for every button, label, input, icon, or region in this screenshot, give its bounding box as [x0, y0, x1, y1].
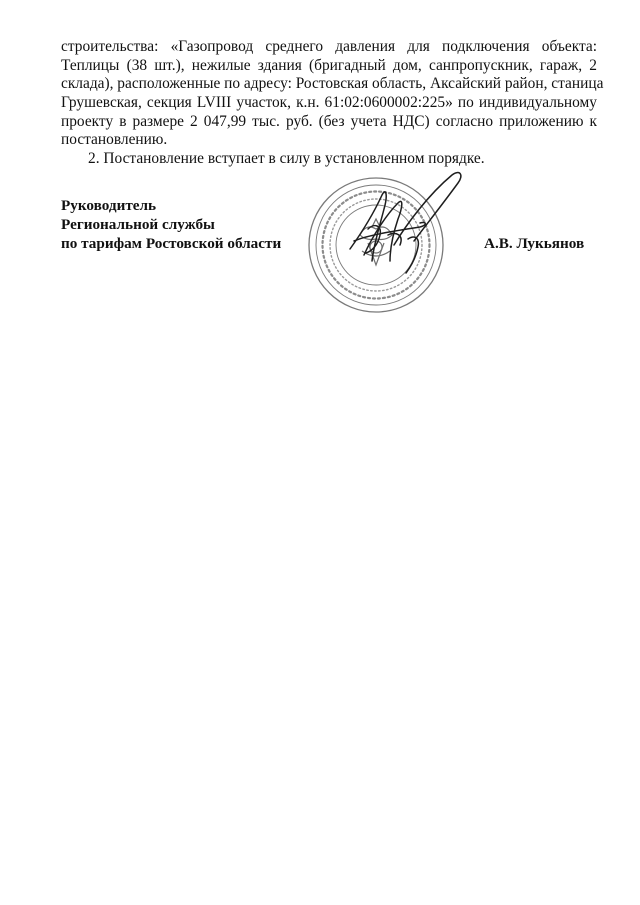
signatory-title-line: по тарифам Ростовской области: [61, 235, 282, 252]
paragraph-line: Грушевская, секция LVIII участок, к.н. 61:02:0600002:225» по индивидуальному: [61, 94, 597, 112]
signatory-name: А.В. Лукьянов: [484, 235, 585, 252]
body-text: [61, 38, 604, 169]
paragraph-line: строительства: «Газопровод среднего давления для подключения объекта:: [61, 38, 597, 55]
signatory-title-line: Региональной службы: [61, 216, 215, 233]
paragraph-line: проекту в размере 2 047,99 тыс. руб. (без учета НДС) согласно приложению к: [61, 112, 597, 130]
paragraph-line: склада), расположенные по адресу: Ростовская область, Аксайский район, станица: [61, 75, 604, 93]
clause-2: 2. Постановление вступает в силу в установленном порядке.: [88, 150, 485, 168]
paragraph-line: Теплицы (38 шт.), нежилые здания (бригадный дом, санпропускник, гараж, 2: [61, 56, 597, 74]
signatory-title: [61, 196, 281, 253]
paragraph-line: постановлению.: [61, 131, 168, 149]
official-seal-with-signature: [302, 165, 472, 315]
signatory-title-line: Руководитель: [61, 197, 157, 214]
